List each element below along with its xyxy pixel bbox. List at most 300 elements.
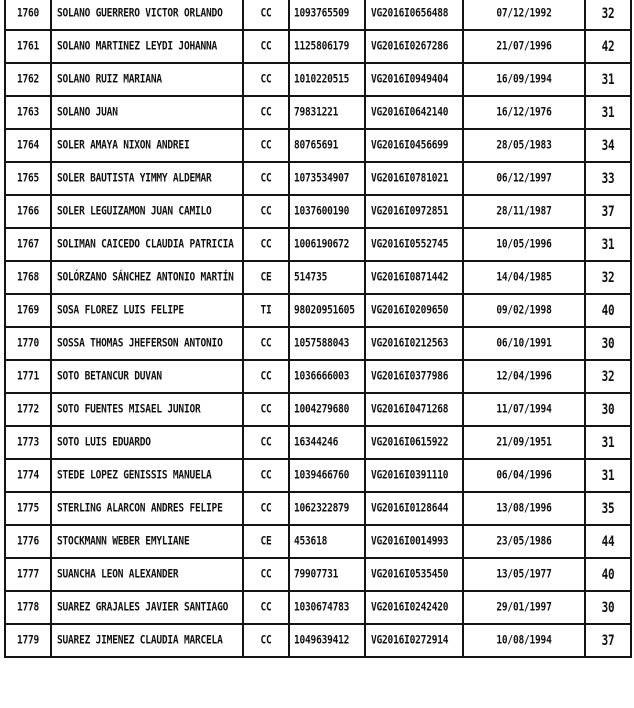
registration-code-text: VG2016I0972851 xyxy=(371,204,449,219)
age-cell xyxy=(585,459,631,492)
row-number-text: 1762 xyxy=(16,72,40,87)
row-number-text: 1777 xyxy=(16,567,40,582)
full-name-text: STEDE LOPEZ GENISSIS MANUELA xyxy=(57,468,212,483)
birth-date-text: 13/08/1996 xyxy=(496,501,552,516)
document-type-text: CC xyxy=(260,6,272,21)
full-name-text: SOTO BETANCUR DUVAN xyxy=(57,369,162,384)
document-type-cell xyxy=(243,63,289,96)
birth-date-cell xyxy=(463,96,585,129)
table-row xyxy=(5,294,631,327)
full-name-text: SOLANO JUAN xyxy=(57,105,118,120)
age-cell xyxy=(585,195,631,228)
registration-code-text: VG2016I0267286 xyxy=(371,39,449,54)
full-name-cell xyxy=(51,459,243,492)
age-text: 40 xyxy=(601,566,615,583)
age-cell xyxy=(585,261,631,294)
full-name-text: STOCKMANN WEBER EMYLIANE xyxy=(57,534,190,549)
document-number-cell xyxy=(289,129,365,162)
document-number-text: 79907731 xyxy=(294,567,339,582)
row-number-cell xyxy=(5,426,51,459)
roster-table xyxy=(4,0,632,658)
birth-date-text: 06/10/1991 xyxy=(496,336,552,351)
row-number-cell xyxy=(5,261,51,294)
document-number-cell xyxy=(289,426,365,459)
table-row xyxy=(5,30,631,63)
registration-code-text: VG2016I0391110 xyxy=(371,468,449,483)
age-cell xyxy=(585,63,631,96)
table-row xyxy=(5,0,631,30)
document-type-text: CC xyxy=(260,402,272,417)
document-type-cell xyxy=(243,624,289,657)
age-cell xyxy=(585,30,631,63)
table-row xyxy=(5,459,631,492)
row-number-text: 1772 xyxy=(16,402,40,417)
document-number-cell xyxy=(289,0,365,30)
table-row xyxy=(5,360,631,393)
registration-code-cell xyxy=(365,30,463,63)
age-text: 44 xyxy=(601,533,615,550)
document-type-cell xyxy=(243,459,289,492)
document-number-cell xyxy=(289,591,365,624)
full-name-text: SOSA FLOREZ LUIS FELIPE xyxy=(57,303,184,318)
birth-date-cell xyxy=(463,393,585,426)
row-number-cell xyxy=(5,525,51,558)
birth-date-text: 23/05/1986 xyxy=(496,534,552,549)
document-number-cell xyxy=(289,294,365,327)
document-type-cell xyxy=(243,162,289,195)
row-number-cell xyxy=(5,558,51,591)
age-text: 31 xyxy=(601,236,615,253)
birth-date-cell xyxy=(463,294,585,327)
document-number-text: 514735 xyxy=(294,270,328,285)
registration-code-text: VG2016I0128644 xyxy=(371,501,449,516)
age-cell xyxy=(585,393,631,426)
registration-code-text: VG2016I0656488 xyxy=(371,6,449,21)
document-number-cell xyxy=(289,195,365,228)
birth-date-cell xyxy=(463,426,585,459)
row-number-text: 1778 xyxy=(16,600,40,615)
full-name-cell xyxy=(51,261,243,294)
birth-date-text: 28/05/1983 xyxy=(496,138,552,153)
birth-date-cell xyxy=(463,492,585,525)
document-number-cell xyxy=(289,63,365,96)
document-type-cell xyxy=(243,591,289,624)
row-number-text: 1763 xyxy=(16,105,40,120)
registration-code-text: VG2016I0456699 xyxy=(371,138,449,153)
full-name-text: SOLER AMAYA NIXON ANDREI xyxy=(57,138,190,153)
document-number-text: 1006190672 xyxy=(294,237,350,252)
row-number-text: 1775 xyxy=(16,501,40,516)
row-number-text: 1761 xyxy=(16,39,40,54)
row-number-cell xyxy=(5,492,51,525)
age-text: 42 xyxy=(601,38,615,55)
full-name-text: SOLÓRZANO SÁNCHEZ ANTONIO MARTÍN xyxy=(57,270,234,285)
birth-date-cell xyxy=(463,0,585,30)
registration-code-text: VG2016I0014993 xyxy=(371,534,449,549)
registration-code-text: VG2016I0781021 xyxy=(371,171,449,186)
birth-date-text: 11/07/1994 xyxy=(496,402,552,417)
full-name-text: SOLER BAUTISTA YIMMY ALDEMAR xyxy=(57,171,212,186)
registration-code-cell xyxy=(365,393,463,426)
row-number-text: 1765 xyxy=(16,171,40,186)
table-row xyxy=(5,129,631,162)
registration-code-text: VG2016I0272914 xyxy=(371,633,449,648)
age-text: 37 xyxy=(601,632,615,649)
document-number-cell xyxy=(289,96,365,129)
document-type-text: CC xyxy=(260,237,272,252)
full-name-cell xyxy=(51,558,243,591)
row-number-cell xyxy=(5,0,51,30)
document-number-text: 80765691 xyxy=(294,138,339,153)
row-number-text: 1764 xyxy=(16,138,40,153)
registration-code-text: VG2016I0535450 xyxy=(371,567,449,582)
birth-date-text: 13/05/1977 xyxy=(496,567,552,582)
row-number-cell xyxy=(5,228,51,261)
registration-code-cell xyxy=(365,459,463,492)
table-row xyxy=(5,558,631,591)
document-type-cell xyxy=(243,228,289,261)
full-name-cell xyxy=(51,0,243,30)
age-cell xyxy=(585,0,631,30)
registration-code-cell xyxy=(365,591,463,624)
age-cell xyxy=(585,327,631,360)
birth-date-text: 10/05/1996 xyxy=(496,237,552,252)
birth-date-text: 06/12/1997 xyxy=(496,171,552,186)
registration-code-text: VG2016I0212563 xyxy=(371,336,449,351)
birth-date-text: 07/12/1992 xyxy=(496,6,552,21)
full-name-cell xyxy=(51,294,243,327)
full-name-cell xyxy=(51,492,243,525)
age-cell xyxy=(585,96,631,129)
document-number-cell xyxy=(289,162,365,195)
age-text: 40 xyxy=(601,302,615,319)
birth-date-cell xyxy=(463,195,585,228)
document-number-text: 1036666003 xyxy=(294,369,350,384)
row-number-text: 1776 xyxy=(16,534,40,549)
document-type-text: CC xyxy=(260,72,272,87)
row-number-cell xyxy=(5,459,51,492)
row-number-text: 1769 xyxy=(16,303,40,318)
age-text: 30 xyxy=(601,335,615,352)
full-name-cell xyxy=(51,624,243,657)
document-type-text: CC xyxy=(260,336,272,351)
row-number-cell xyxy=(5,624,51,657)
age-text: 37 xyxy=(601,203,615,220)
document-number-cell xyxy=(289,492,365,525)
full-name-text: SUANCHA LEON ALEXANDER xyxy=(57,567,179,582)
age-cell xyxy=(585,492,631,525)
table-row xyxy=(5,162,631,195)
document-type-text: TI xyxy=(260,303,272,318)
document-type-text: CC xyxy=(260,105,272,120)
full-name-text: SOTO FUENTES MISAEL JUNIOR xyxy=(57,402,201,417)
full-name-cell xyxy=(51,327,243,360)
document-type-text: CC xyxy=(260,369,272,384)
birth-date-cell xyxy=(463,558,585,591)
registration-code-cell xyxy=(365,360,463,393)
birth-date-cell xyxy=(463,63,585,96)
document-type-text: CC xyxy=(260,633,272,648)
row-number-text: 1770 xyxy=(16,336,40,351)
birth-date-cell xyxy=(463,525,585,558)
document-type-text: CC xyxy=(260,567,272,582)
document-number-cell xyxy=(289,30,365,63)
row-number-cell xyxy=(5,30,51,63)
document-type-cell xyxy=(243,492,289,525)
row-number-cell xyxy=(5,360,51,393)
document-number-cell xyxy=(289,228,365,261)
age-text: 30 xyxy=(601,599,615,616)
document-number-cell xyxy=(289,327,365,360)
row-number-cell xyxy=(5,129,51,162)
table-row xyxy=(5,525,631,558)
age-text: 30 xyxy=(601,401,615,418)
birth-date-text: 14/04/1985 xyxy=(496,270,552,285)
age-cell xyxy=(585,624,631,657)
age-text: 33 xyxy=(601,170,615,187)
age-text: 34 xyxy=(601,137,615,154)
full-name-text: STERLING ALARCON ANDRES FELIPE xyxy=(57,501,223,516)
birth-date-cell xyxy=(463,360,585,393)
document-number-cell xyxy=(289,624,365,657)
row-number-cell xyxy=(5,393,51,426)
document-number-cell xyxy=(289,558,365,591)
table-row xyxy=(5,96,631,129)
document-number-cell xyxy=(289,360,365,393)
document-type-text: CC xyxy=(260,501,272,516)
birth-date-cell xyxy=(463,261,585,294)
age-text: 31 xyxy=(601,71,615,88)
registration-code-cell xyxy=(365,624,463,657)
birth-date-cell xyxy=(463,327,585,360)
age-cell xyxy=(585,525,631,558)
full-name-cell xyxy=(51,63,243,96)
age-text: 31 xyxy=(601,434,615,451)
full-name-cell xyxy=(51,162,243,195)
birth-date-cell xyxy=(463,228,585,261)
birth-date-text: 16/09/1994 xyxy=(496,72,552,87)
row-number-cell xyxy=(5,591,51,624)
age-cell xyxy=(585,129,631,162)
registration-code-cell xyxy=(365,261,463,294)
full-name-cell xyxy=(51,129,243,162)
age-text: 32 xyxy=(601,368,615,385)
registration-code-cell xyxy=(365,129,463,162)
full-name-text: SOLIMAN CAICEDO CLAUDIA PATRICIA xyxy=(57,237,234,252)
document-type-text: CE xyxy=(260,270,272,285)
full-name-cell xyxy=(51,426,243,459)
row-number-cell xyxy=(5,96,51,129)
row-number-text: 1773 xyxy=(16,435,40,450)
registration-code-text: VG2016I0242420 xyxy=(371,600,449,615)
age-cell xyxy=(585,426,631,459)
registration-code-text: VG2016I0471268 xyxy=(371,402,449,417)
birth-date-cell xyxy=(463,624,585,657)
document-type-text: CC xyxy=(260,435,272,450)
registration-code-text: VG2016I0552745 xyxy=(371,237,449,252)
registration-code-cell xyxy=(365,228,463,261)
registration-code-cell xyxy=(365,162,463,195)
birth-date-cell xyxy=(463,459,585,492)
table-row xyxy=(5,327,631,360)
document-type-cell xyxy=(243,360,289,393)
registration-code-cell xyxy=(365,96,463,129)
age-cell xyxy=(585,591,631,624)
document-number-text: 1062322879 xyxy=(294,501,350,516)
full-name-cell xyxy=(51,393,243,426)
registration-code-text: VG2016I0377986 xyxy=(371,369,449,384)
document-number-text: 1004279680 xyxy=(294,402,350,417)
document-type-text: CC xyxy=(260,204,272,219)
row-number-text: 1774 xyxy=(16,468,40,483)
document-number-cell xyxy=(289,525,365,558)
full-name-text: SUAREZ JIMENEZ CLAUDIA MARCELA xyxy=(57,633,223,648)
table-row xyxy=(5,63,631,96)
birth-date-text: 21/07/1996 xyxy=(496,39,552,54)
full-name-text: SUAREZ GRAJALES JAVIER SANTIAGO xyxy=(57,600,229,615)
scanned-document-page xyxy=(4,0,630,706)
registration-code-cell xyxy=(365,558,463,591)
document-number-text: 1030674783 xyxy=(294,600,350,615)
table-row xyxy=(5,426,631,459)
document-number-text: 1039466760 xyxy=(294,468,350,483)
birth-date-cell xyxy=(463,30,585,63)
registration-code-text: VG2016I0871442 xyxy=(371,270,449,285)
document-type-text: CC xyxy=(260,468,272,483)
table-row xyxy=(5,624,631,657)
age-text: 31 xyxy=(601,467,615,484)
document-type-text: CC xyxy=(260,138,272,153)
document-number-text: 1125806179 xyxy=(294,39,350,54)
row-number-text: 1767 xyxy=(16,237,40,252)
age-text: 32 xyxy=(601,5,615,22)
table-row xyxy=(5,393,631,426)
table-row xyxy=(5,261,631,294)
full-name-text: SOLANO RUIZ MARIANA xyxy=(57,72,162,87)
full-name-cell xyxy=(51,525,243,558)
row-number-text: 1760 xyxy=(16,6,40,21)
birth-date-text: 21/09/1951 xyxy=(496,435,552,450)
document-type-cell xyxy=(243,525,289,558)
birth-date-text: 10/08/1994 xyxy=(496,633,552,648)
age-text: 35 xyxy=(601,500,615,517)
registration-code-cell xyxy=(365,492,463,525)
document-number-text: 1010220515 xyxy=(294,72,350,87)
age-cell xyxy=(585,360,631,393)
document-type-cell xyxy=(243,96,289,129)
document-number-text: 1073534907 xyxy=(294,171,350,186)
age-cell xyxy=(585,294,631,327)
document-number-text: 1037600190 xyxy=(294,204,350,219)
birth-date-text: 06/04/1996 xyxy=(496,468,552,483)
document-type-cell xyxy=(243,30,289,63)
full-name-text: SOLANO GUERRERO VICTOR ORLANDO xyxy=(57,6,223,21)
birth-date-text: 29/01/1997 xyxy=(496,600,552,615)
document-type-text: CC xyxy=(260,39,272,54)
table-row xyxy=(5,492,631,525)
document-type-cell xyxy=(243,393,289,426)
roster-table-body xyxy=(5,0,631,657)
table-row xyxy=(5,591,631,624)
age-cell xyxy=(585,162,631,195)
document-number-text: 98020951605 xyxy=(294,303,355,318)
registration-code-text: VG2016I0949404 xyxy=(371,72,449,87)
registration-code-cell xyxy=(365,294,463,327)
registration-code-cell xyxy=(365,195,463,228)
document-number-text: 1093765509 xyxy=(294,6,350,21)
document-number-cell xyxy=(289,459,365,492)
age-text: 31 xyxy=(601,104,615,121)
registration-code-cell xyxy=(365,525,463,558)
full-name-text: SOLANO MARTINEZ LEYDI JOHANNA xyxy=(57,39,218,54)
birth-date-text: 28/11/1987 xyxy=(496,204,552,219)
registration-code-text: VG2016I0209650 xyxy=(371,303,449,318)
registration-code-cell xyxy=(365,327,463,360)
full-name-text: SOTO LUIS EDUARDO xyxy=(57,435,151,450)
document-number-text: 16344246 xyxy=(294,435,339,450)
document-type-cell xyxy=(243,0,289,30)
full-name-text: SOLER LEGUIZAMON JUAN CAMILO xyxy=(57,204,212,219)
registration-code-cell xyxy=(365,63,463,96)
full-name-cell xyxy=(51,96,243,129)
document-type-cell xyxy=(243,195,289,228)
table-row xyxy=(5,228,631,261)
document-number-text: 1057588043 xyxy=(294,336,350,351)
table-row xyxy=(5,195,631,228)
document-type-cell xyxy=(243,294,289,327)
row-number-text: 1766 xyxy=(16,204,40,219)
full-name-text: SOSSA THOMAS JHEFERSON ANTONIO xyxy=(57,336,223,351)
document-number-text: 1049639412 xyxy=(294,633,350,648)
registration-code-text: VG2016I0615922 xyxy=(371,435,449,450)
row-number-cell xyxy=(5,63,51,96)
document-type-cell xyxy=(243,558,289,591)
document-type-text: CC xyxy=(260,600,272,615)
age-cell xyxy=(585,228,631,261)
birth-date-text: 12/04/1996 xyxy=(496,369,552,384)
full-name-cell xyxy=(51,228,243,261)
document-type-cell xyxy=(243,261,289,294)
birth-date-cell xyxy=(463,591,585,624)
row-number-text: 1768 xyxy=(16,270,40,285)
row-number-text: 1779 xyxy=(16,633,40,648)
registration-code-text: VG2016I0642140 xyxy=(371,105,449,120)
registration-code-cell xyxy=(365,426,463,459)
birth-date-cell xyxy=(463,162,585,195)
full-name-cell xyxy=(51,591,243,624)
age-cell xyxy=(585,558,631,591)
row-number-cell xyxy=(5,162,51,195)
document-type-cell xyxy=(243,129,289,162)
document-number-cell xyxy=(289,261,365,294)
birth-date-text: 16/12/1976 xyxy=(496,105,552,120)
row-number-cell xyxy=(5,195,51,228)
row-number-cell xyxy=(5,294,51,327)
document-number-cell xyxy=(289,393,365,426)
document-type-cell xyxy=(243,327,289,360)
document-number-text: 453618 xyxy=(294,534,328,549)
age-text: 32 xyxy=(601,269,615,286)
document-type-text: CE xyxy=(260,534,272,549)
document-type-cell xyxy=(243,426,289,459)
document-number-text: 79831221 xyxy=(294,105,339,120)
document-type-text: CC xyxy=(260,171,272,186)
birth-date-text: 09/02/1998 xyxy=(496,303,552,318)
full-name-cell xyxy=(51,360,243,393)
registration-code-cell xyxy=(365,0,463,30)
full-name-cell xyxy=(51,195,243,228)
full-name-cell xyxy=(51,30,243,63)
